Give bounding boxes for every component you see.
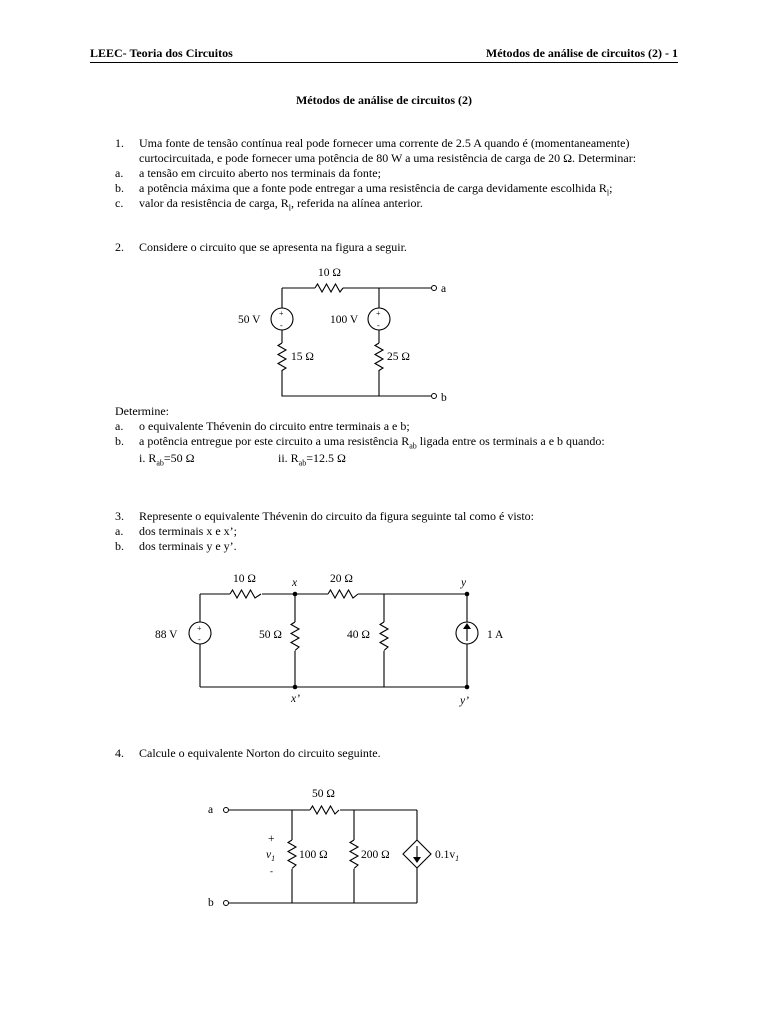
svg-text:-: - xyxy=(198,635,201,644)
svg-text:50 Ω: 50 Ω xyxy=(259,629,282,641)
svg-text:-: - xyxy=(280,321,283,330)
svg-text:25 Ω: 25 Ω xyxy=(387,351,410,363)
q3-a-text: dos terminais x e x’; xyxy=(139,524,237,538)
svg-text:40 Ω: 40 Ω xyxy=(347,629,370,641)
svg-text:a: a xyxy=(208,804,214,816)
q1-line2: curtocircuitada, e pode fornecer uma potência de 80 W a uma resistência de carga de 20 Ω. Determinar: xyxy=(139,151,637,165)
q4-resistor-50 xyxy=(310,806,339,814)
header-right: Métodos de análise de circuitos (2) - 1 xyxy=(485,46,678,60)
svg-text:50 Ω: 50 Ω xyxy=(312,788,335,800)
svg-text:+: + xyxy=(197,624,202,633)
q2-b-text: a potência entregue por este circuito a uma resistência $R_{ab}$ ligada entre os terminais a e b quando: xyxy=(139,434,605,451)
svg-text:b: b xyxy=(441,392,447,404)
q4-resistor-200 xyxy=(350,840,358,869)
q4-resistor-100 xyxy=(288,840,296,869)
q2-number: 2. xyxy=(115,240,124,254)
svg-text:-: - xyxy=(270,866,273,876)
q1-number: 1. xyxy=(115,136,124,150)
svg-text:v1: $v_1$ xyxy=(266,849,276,863)
q1-a-label: a. xyxy=(115,166,124,180)
q2-b-ii: ii. $R_{ab}=12.5$ Ω xyxy=(278,451,346,468)
q2-a-text: o equivalente Thévenin do circuito entre terminais a e b; xyxy=(139,419,410,433)
svg-text:0.1v1: $0.1v_1$ xyxy=(435,849,460,863)
svg-text:y: y xyxy=(461,577,467,589)
svg-text:x’: x’ xyxy=(291,693,300,705)
svg-text:+: + xyxy=(279,309,284,318)
page-title: Métodos de análise de circuitos (2) xyxy=(295,93,473,107)
q1-c-text: valor da resistência de carga, $R_l$, referida na alínea anterior. xyxy=(139,196,423,213)
svg-text:x: x xyxy=(292,577,298,589)
svg-text:20 Ω: 20 Ω xyxy=(330,573,353,585)
q1-line1: Uma fonte de tensão contínua real pode fornecer uma corrente de 2.5 A quando é (momentaneamente) xyxy=(139,136,630,150)
q1-c-label: c. xyxy=(115,196,124,210)
q2-b-label: b. xyxy=(115,434,124,448)
q3-number: 3. xyxy=(115,509,124,523)
svg-text:y’: y’ xyxy=(460,695,469,707)
svg-text:10 Ω: 10 Ω xyxy=(318,267,341,279)
svg-text:+: + xyxy=(268,833,275,845)
svg-text:88 V: 88 V xyxy=(155,629,178,641)
svg-text:100 V: 100 V xyxy=(330,314,359,326)
q2-a-label: a. xyxy=(115,419,124,433)
svg-text:10 Ω: 10 Ω xyxy=(233,573,256,585)
svg-text:15 Ω: 15 Ω xyxy=(291,351,314,363)
q3-text: Represente o equivalente Thévenin do circuito da figura seguinte tal como é visto: xyxy=(139,509,534,523)
q1-a-text: a tensão em circuito aberto nos terminais da fonte; xyxy=(139,166,381,180)
svg-text:50 V: 50 V xyxy=(238,314,261,326)
svg-text:b: b xyxy=(208,897,214,909)
q2-text: Considere o circuito que se apresenta na figura a seguir. xyxy=(139,240,407,254)
q1-b-text: a potência máxima que a fonte pode entregar a uma resistência de carga devidamente escolhida $R_l$; xyxy=(139,181,613,198)
q4-number: 4. xyxy=(115,746,124,760)
q3-a-label: a. xyxy=(115,524,124,538)
svg-text:200 Ω: 200 Ω xyxy=(361,849,390,861)
q2-determine: Determine: xyxy=(115,404,169,418)
header-left: LEEC- Teoria dos Circuitos xyxy=(90,46,233,60)
svg-text:1 A: 1 A xyxy=(487,629,504,641)
q4-text: Calcule o equivalente Norton do circuito seguinte. xyxy=(139,746,381,760)
q3-b-text: dos terminais y e y’. xyxy=(139,539,237,553)
q1-b-label: b. xyxy=(115,181,124,195)
svg-text:+: + xyxy=(376,309,381,318)
svg-text:100 Ω: 100 Ω xyxy=(299,849,328,861)
q3-b-label: b. xyxy=(115,539,124,553)
svg-text:-: - xyxy=(377,321,380,330)
svg-text:a: a xyxy=(441,283,447,295)
q2-b-i: i. $R_{ab}=50$ Ω xyxy=(139,451,195,468)
